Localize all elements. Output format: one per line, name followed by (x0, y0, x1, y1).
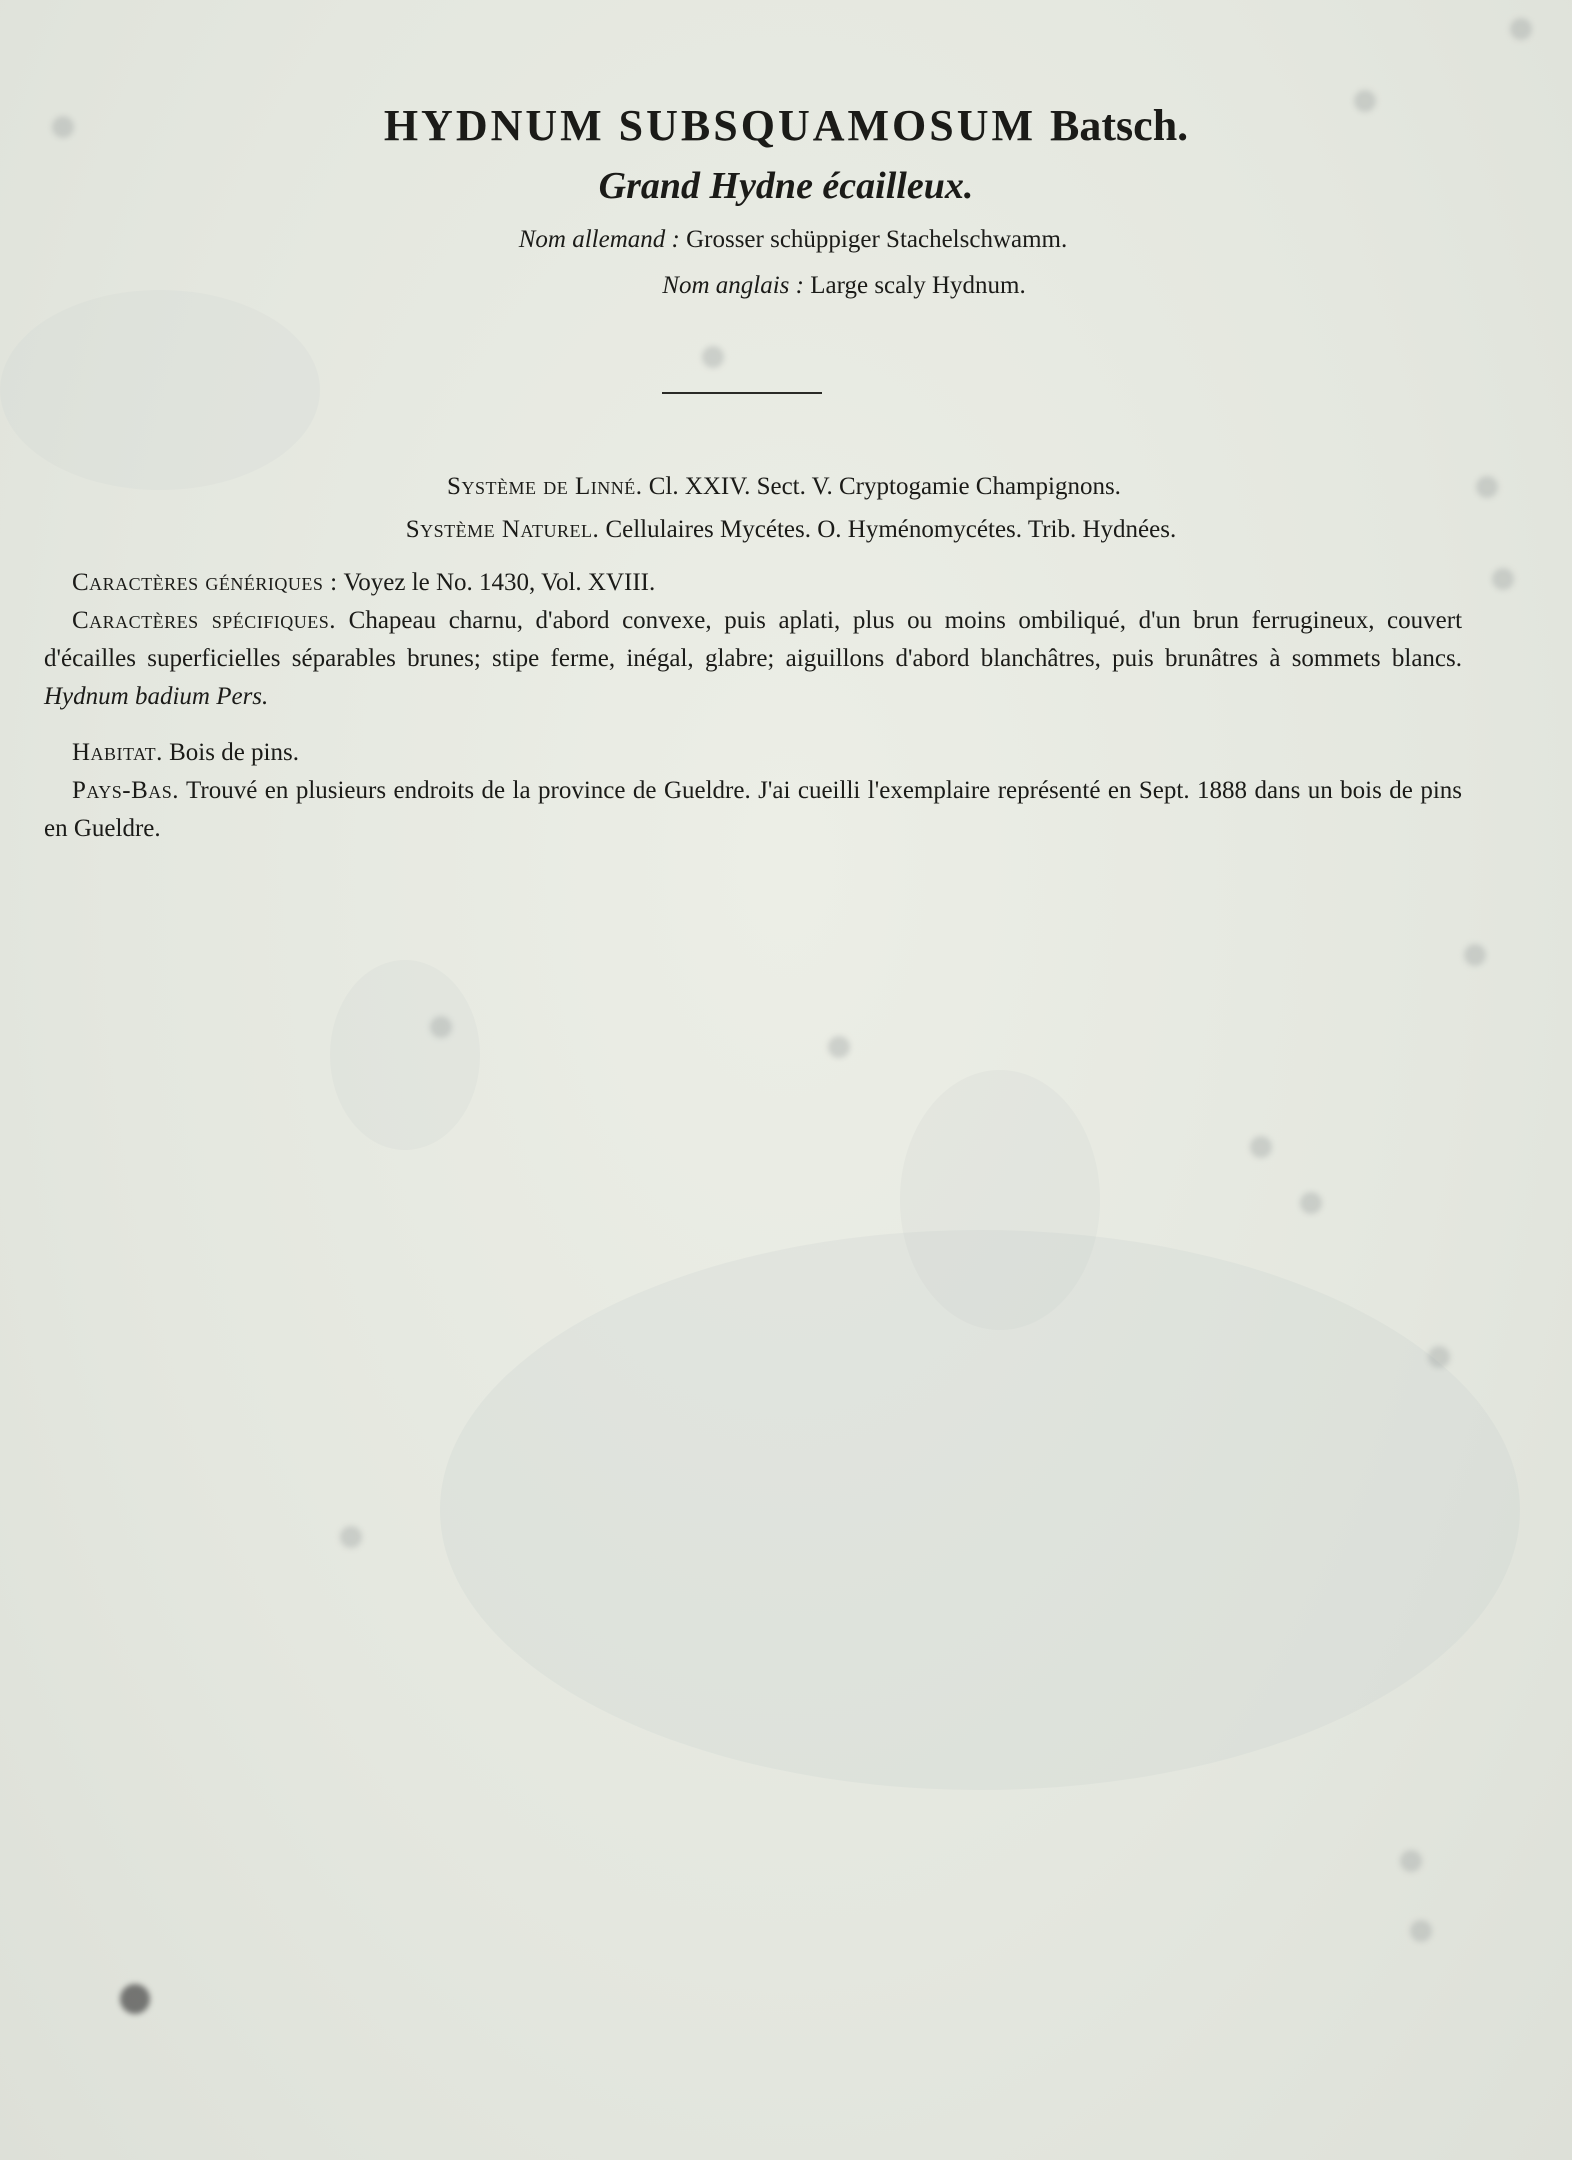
habitat-text: Bois de pins. (169, 739, 299, 766)
bleed-through-shadow (0, 290, 320, 490)
pays-bas-paragraph (44, 772, 1462, 848)
bleed-through-shadow (900, 1070, 1100, 1330)
paper-spot (702, 346, 724, 368)
paper-spot (1250, 1136, 1272, 1158)
paper-spot (1410, 1920, 1432, 1942)
species-name: HYDNUM SUBSQUAMOSUM (383, 101, 1037, 150)
species-author: Batsch. (1050, 101, 1189, 150)
english-name-label: Nom anglais : (662, 272, 804, 299)
section-divider (662, 392, 822, 394)
paper-spot (1492, 568, 1514, 590)
linne-system-line (0, 473, 1572, 501)
paper-spot (1464, 944, 1486, 966)
german-name-value: Grosser schüppiger Stachelschwamm. (686, 226, 1068, 253)
paper-spot (828, 1036, 850, 1058)
paper-spot (1300, 1192, 1322, 1214)
generic-characters-text: Voyez le No. 1430, Vol. XVIII. (343, 569, 656, 596)
natural-system-line (0, 516, 1572, 544)
paper-spot (430, 1016, 452, 1038)
paper-spot (1510, 18, 1532, 40)
french-common-name: Grand Hydne écailleux. (598, 165, 974, 207)
english-name-line (0, 272, 1572, 300)
bleed-through-shadow (330, 960, 480, 1150)
linne-system-label: Système de Linné. (447, 473, 643, 500)
pays-bas-label: Pays-Bas. (72, 777, 180, 804)
paper-spot (1428, 1346, 1450, 1368)
specific-characters-label: Caractères spécifiques. (72, 607, 337, 634)
paper-spot (120, 1984, 150, 2014)
paper-spot (1400, 1850, 1422, 1872)
pays-bas-text: Trouvé en plusieurs endroits de la province de Gueldre. J'ai cueilli l'exemplaire représenté en Sept. 1888 dans un bois de pins en Gueldre. (44, 777, 1462, 842)
german-name-label: Nom allemand : (518, 226, 680, 253)
habitat-label: Habitat. (72, 739, 163, 766)
generic-characters-label: Caractères génériques : (72, 569, 338, 596)
specific-characters-text: Chapeau charnu, d'abord convexe, puis aplati, plus ou moins ombiliqué, d'un brun ferrugineux, couvert d'écailles superficielles séparables brunes; stipe ferme, inégal, glabre; aiguillons d'abord blanchâtres, puis brunâtres à sommets blancs. (44, 607, 1463, 672)
natural-system-label: Système Naturel. (405, 516, 600, 543)
english-name-value: Large scaly Hydnum. (810, 272, 1026, 299)
natural-system-value: Cellulaires Mycétes. O. Hyménomycétes. Trib. Hydnées. (605, 516, 1177, 543)
habitat-paragraph (44, 734, 1462, 772)
specific-characters-synonym: Hydnum badium Pers. (44, 683, 269, 710)
species-title (0, 100, 1572, 151)
linne-system-value: Cl. XXIV. Sect. V. Cryptogamie Champignons. (648, 473, 1121, 500)
generic-characters-paragraph (44, 564, 1462, 602)
german-name-line (0, 226, 1572, 254)
specific-characters-paragraph (44, 602, 1462, 716)
paper-spot (340, 1526, 362, 1548)
